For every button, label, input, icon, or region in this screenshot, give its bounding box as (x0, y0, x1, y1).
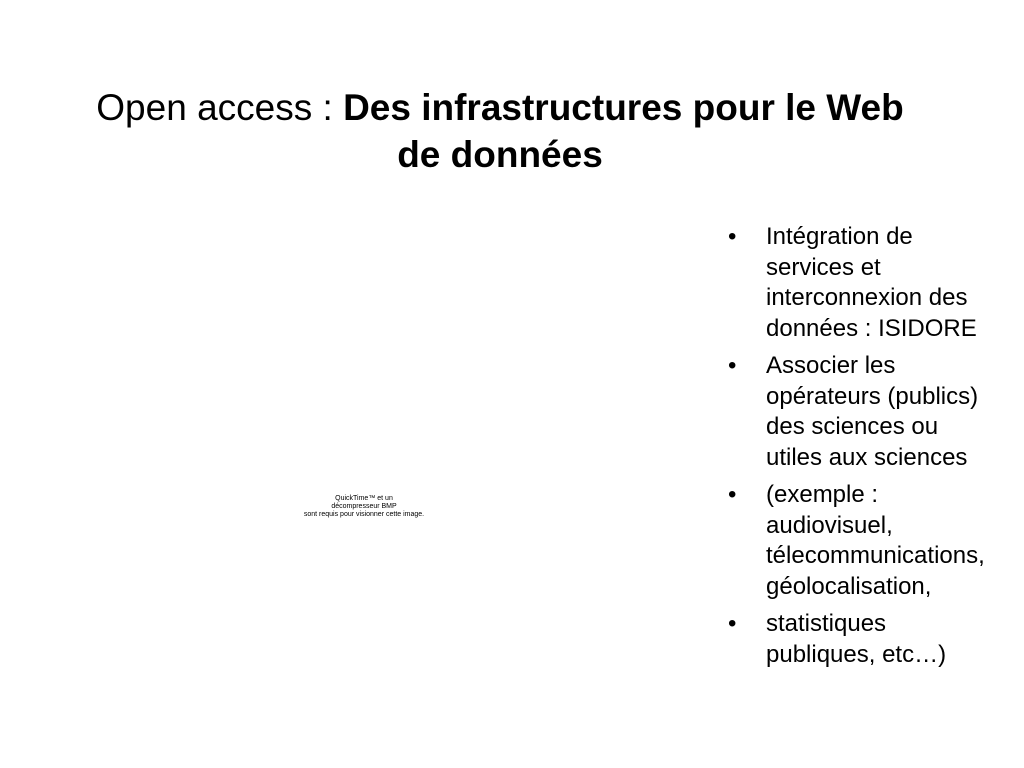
bullet-line: utiles aux sciences (766, 443, 968, 471)
bullet-line: audiovisuel, (766, 511, 893, 539)
bullet-item (728, 351, 1024, 473)
bullet-marker: • (728, 223, 737, 250)
bullet-line: données : ISIDORE (766, 314, 977, 342)
bullet-line: (exemple : (766, 481, 879, 508)
bullet-item (728, 609, 1024, 670)
title-bold-line2: de données (397, 134, 603, 175)
bullet-line: Intégration de (766, 223, 913, 250)
placeholder-line: décompresseur BMP (331, 503, 397, 510)
bullet-line: services et (766, 253, 881, 281)
bullet-line: Associer les (766, 352, 896, 379)
bullet-line: opérateurs (publics) (766, 382, 979, 410)
placeholder-line: QuickTime™ et un (335, 495, 393, 502)
bullet-line: statistiques (766, 610, 887, 637)
bullet-item (728, 480, 1024, 602)
quicktime-image-placeholder (250, 495, 478, 519)
bullet-line: interconnexion des (766, 284, 968, 311)
bullet-list (728, 222, 1024, 677)
bullet-marker: • (728, 481, 737, 508)
bullet-line: télecommunications, (766, 542, 985, 569)
bullet-line: des sciences ou (766, 413, 939, 440)
slide-title (0, 84, 1000, 178)
bullet-marker: • (728, 352, 737, 379)
placeholder-line: sont requis pour visionner cette image. (303, 511, 425, 518)
bullet-line: géolocalisation, (766, 572, 932, 600)
title-regular-text: Open access : (96, 87, 344, 128)
bullet-item (728, 222, 1024, 344)
bullet-marker: • (728, 610, 737, 637)
bullet-line: publiques, etc…) (766, 640, 947, 668)
title-bold-line1: Des infrastructures pour le Web (343, 87, 904, 128)
